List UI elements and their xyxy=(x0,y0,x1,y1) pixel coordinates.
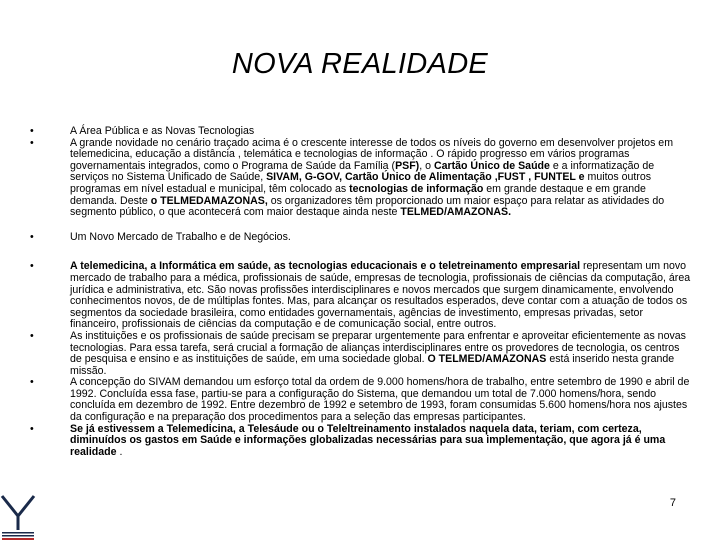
bullet-text-novo-mercado: Um Novo Mercado de Trabalho e de Negócios. xyxy=(70,230,291,243)
slide-content xyxy=(28,126,694,458)
bullet-item xyxy=(28,261,694,331)
bullet-item xyxy=(28,424,694,459)
page-number: 7 xyxy=(669,497,676,509)
bullet-item xyxy=(28,138,694,219)
bullet-text-conclusao: Se já estivessem a Telemedicina, a Telesáude ou o Teleltreinamento instalados naquela data, teriam, com certeza, diminuídos os gastos em Saúde e informações globalizadas necessárias para sua implementação, que agora já é uma realidade . xyxy=(70,422,666,458)
bullet-icon: • xyxy=(30,136,34,149)
institution-logo xyxy=(0,492,36,540)
bullet-icon: • xyxy=(30,422,34,435)
bullet-text-governo: A grande novidade no cenário traçado acima é o crescente interesse de todos os níveis do governo em desenvolver projetos em telemedicina, educação a distância , telemática e tecnologias de informação . O rápido progresso em vários programas governamentais integrados, como o Programa de Saúde da Família (PSF), o Cartão Único de Saúde e a informatização de serviços no Sistema Unificado de Saúde, SIVAM, G-GOV, Cartão Único de Alimentação ,FUST , FUNTEL e muitos outros programas em nível estadual e municipal, têm colocado as tecnologias de informação em grande destaque e em grande demanda. Deste o TELMEDAMAZONAS, os organizadores têm proporcionado um maior espaço para relatar as atividades do segmento público, o que acontecerá com maior destaque ainda neste TELMED/AMAZONAS. xyxy=(70,136,674,219)
bullet-text-area-publica: A Área Pública e as Novas Tecnologias xyxy=(70,125,255,137)
bullet-item xyxy=(28,232,694,244)
bullet-icon: • xyxy=(30,260,34,273)
bullet-icon: • xyxy=(30,125,34,137)
bullet-text-instituicoes: As instituições e os profissionais de saúde precisam se preparar urgentemente para enfrentar e aproveitar eficientemente as novas tecnologias. Para essa tarefa, será crucial a formação de alianças interdisciplinares entre os provedores de tecnologia, os centros de pesquisa e ensino e as instituições de saúde, em uma sociedade global. O TELMED/AMAZONAS está inserido nesta grande missão. xyxy=(70,329,686,377)
bullet-item xyxy=(28,331,694,377)
bullet-text-telemedicina: A telemedicina, a Informática em saúde, as tecnologias educacionais e o teletreinamento empresarial representam um novo mercado de trabalho para a médica, profissionais de saúde, empresas de tecnologia, profissionais de ciências da computação, área jurídica e administrativa, etc. São novas profissões interdisciplinares e novos mercados que surgem dinamicamente, envolvendo conhecimentos novos, de de múltiplas fontes. Mas, para alcançar os resultados esperados, deve contar com a atuação de todos os segmentos da sociedade brasileira, como entidades governamentais, agências de investimento, empresas privadas, setor financeiro, profissionais de ciências da computação e de comunicação social, entre outros. xyxy=(70,260,691,331)
slide-title: NOVA REALIDADE xyxy=(231,48,489,80)
bullet-text-sivam: A concepção do SIVAM demandou um esforço total da ordem de 9.000 homens/hora de trabalho, entre setembro de 1990 e abril de 1992. Concluída essa fase, partiu-se para a configuração do Sistema, que demandou um total de 7.000 homens/hora, sendo concluída em dezembro de 1992. Entre dezembro de 1992 e setembro de 1993, foram consumidas 5.600 homens/hora nos ajustes da configuração e na preparação dos procedimentos para a seleção das empresas participantes. xyxy=(70,376,690,424)
bullet-icon: • xyxy=(30,376,34,389)
bullet-icon: • xyxy=(30,329,34,342)
bullet-item xyxy=(28,377,694,423)
bullet-icon: • xyxy=(30,230,34,243)
